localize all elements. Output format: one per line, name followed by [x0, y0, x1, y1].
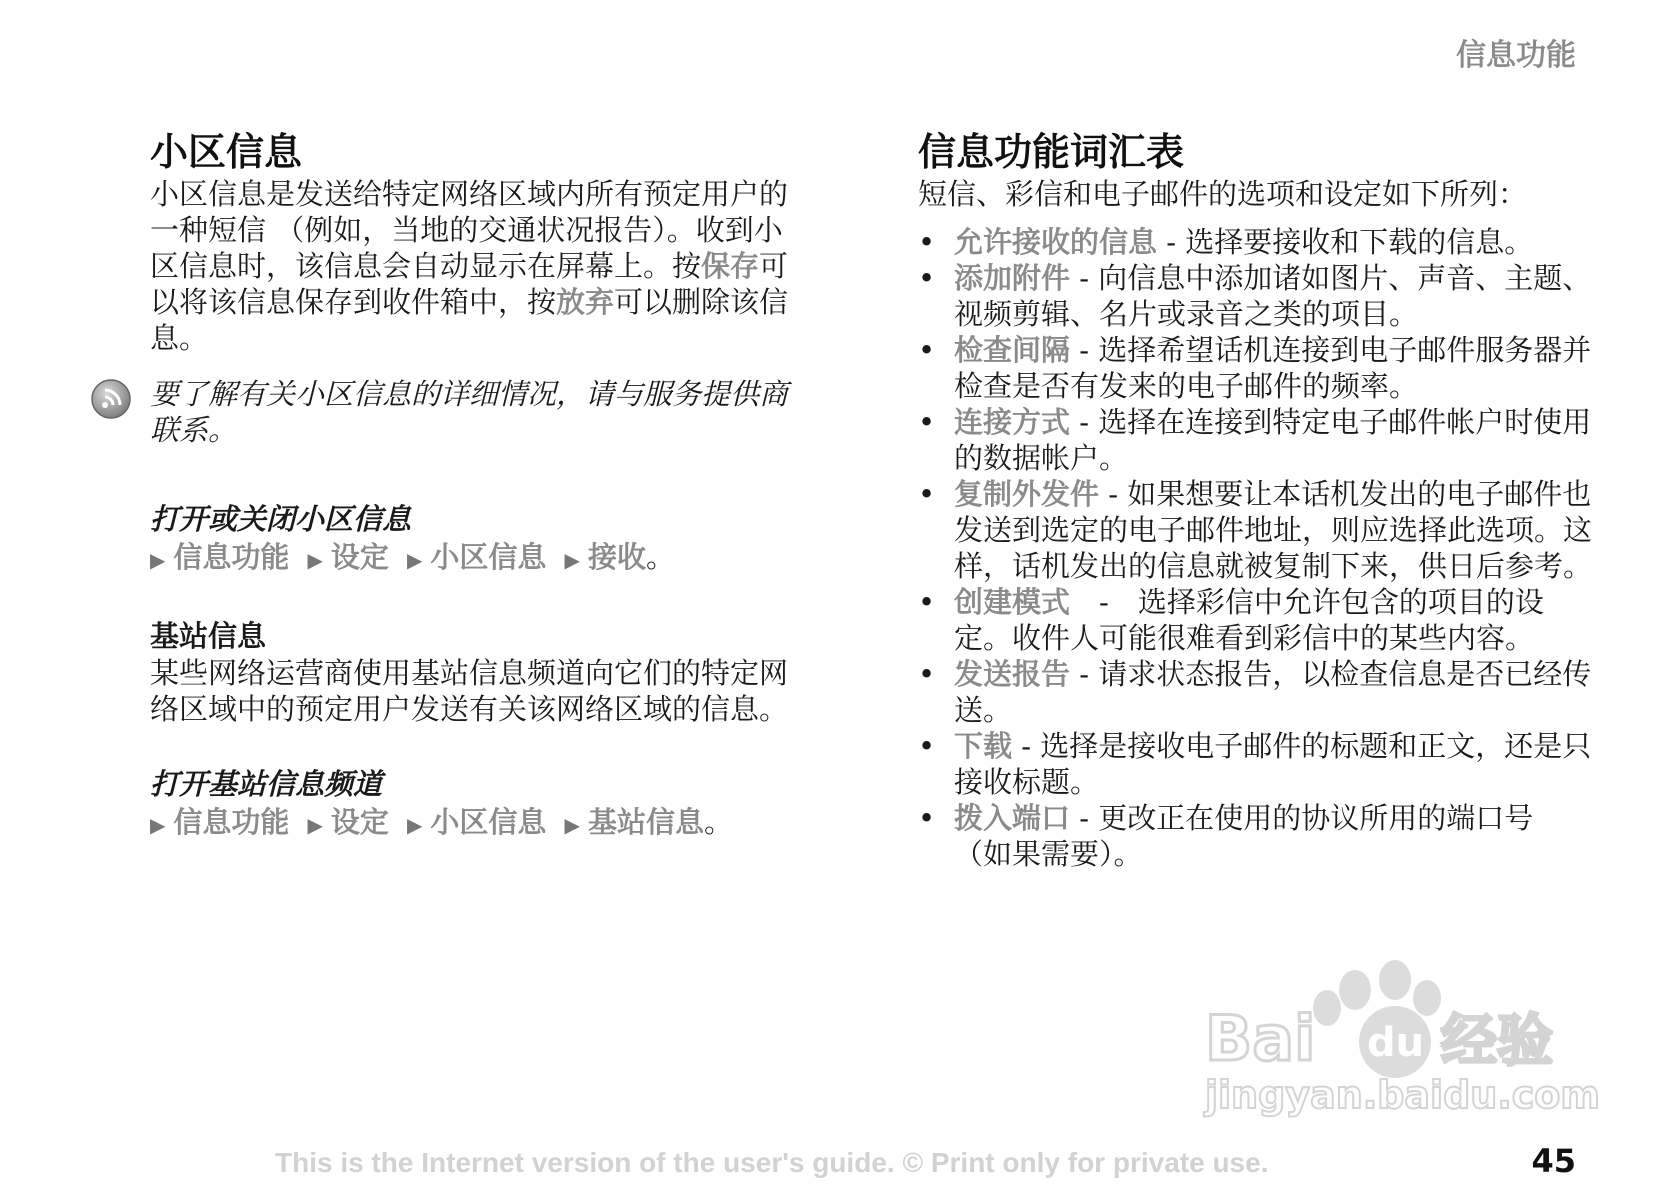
running-header: 信息功能 [1456, 38, 1576, 73]
bullet: • [918, 405, 936, 439]
note-block [150, 376, 800, 448]
note-text: 要了解有关小区信息的详细情况，请与服务提供商联系。 [150, 377, 789, 447]
glossary-term: 拨入端口 [954, 801, 1071, 835]
path-end: 。 [645, 540, 675, 574]
path-step: 信息功能 [173, 805, 290, 839]
bullet: • [918, 261, 936, 295]
bullet: • [918, 657, 936, 691]
right-triangle-icon: ▶ [564, 548, 580, 572]
section-heading-glossary: 信息功能词汇表 [918, 130, 1185, 174]
list-item [918, 476, 1598, 584]
path-step: 信息功能 [173, 540, 290, 574]
path-step: 基站信息 [587, 805, 704, 839]
bullet: • [918, 729, 936, 763]
list-item [918, 800, 1598, 872]
glossary-desc: - 选择是接收电子邮件的标题和正文，还是只接收标题。 [954, 729, 1592, 799]
page-number: 45 [1531, 1142, 1576, 1180]
path-end: 。 [703, 805, 733, 839]
glossary-desc: - 更改正在使用的协议所用的端口号 （如果需要）。 [954, 801, 1534, 871]
intro-text-1: 小区信息是发送给特定网络区域内所有预定用户的一种短信 （例如，当地的交通状况报告）。收到小区信息时，该信息会自动显示在屏幕上。按 [150, 177, 789, 283]
cell-info-paragraph [150, 176, 800, 356]
subsection-title-base-station: 基站信息 [150, 619, 267, 653]
path-step: 小区信息 [430, 805, 547, 839]
glossary-desc: - 选择彩信中允许包含的项目的设定。收件人可能很难看到彩信中的某些内容。 [954, 585, 1544, 655]
right-triangle-icon: ▶ [150, 548, 166, 572]
glossary-desc: - 选择要接收和下载的信息。 [1157, 225, 1534, 259]
section-heading-cell-info: 小区信息 [150, 130, 303, 174]
right-triangle-icon: ▶ [407, 813, 423, 837]
right-triangle-icon: ▶ [307, 548, 323, 572]
path-step: 设定 [330, 805, 389, 839]
menu-path-cell-info [150, 538, 800, 579]
subsection-title-open-base-station: 打开基站信息频道 [150, 767, 383, 801]
glossary-desc: - 请求状态报告，以检查信息是否已经传送。 [954, 657, 1592, 727]
svg-text:du: du [1367, 1020, 1425, 1066]
bullet: • [918, 585, 936, 619]
discard-keyword: 放弃 [556, 285, 615, 319]
path-step: 小区信息 [430, 540, 547, 574]
footer-disclaimer: This is the Internet version of the user's guide. © Print only for private use. [275, 1147, 1269, 1178]
glossary-desc: - 如果想要让本话机发出的电子邮件也发送到选定的电子邮件地址，则应选择此选项。这样，话机发出的信息就被复制下来，供日后参考。 [954, 477, 1593, 583]
right-triangle-icon: ▶ [150, 813, 166, 837]
glossary-term: 复制外发件 [954, 477, 1100, 511]
glossary-term: 允许接收的信息 [954, 225, 1158, 259]
glossary-term: 发送报告 [954, 657, 1071, 691]
right-triangle-icon: ▶ [407, 548, 423, 572]
glossary-term: 创建模式 [954, 585, 1071, 619]
save-keyword: 保存 [701, 249, 760, 283]
right-column [918, 128, 1598, 872]
right-triangle-icon: ▶ [307, 813, 323, 837]
svg-text:Bai: Bai [1205, 1002, 1316, 1075]
intro-text-3: 可以删除该信息。 [150, 285, 789, 355]
svg-text:jingyan.baidu.com: jingyan.baidu.com [1205, 1073, 1600, 1117]
bullet: • [918, 801, 936, 835]
list-item [918, 656, 1598, 728]
glossary-term: 添加附件 [954, 261, 1071, 295]
list-item [918, 584, 1598, 656]
right-triangle-icon: ▶ [564, 813, 580, 837]
left-column [150, 128, 800, 844]
subsection-title-toggle-cell-info: 打开或关闭小区信息 [150, 502, 412, 536]
glossary-desc: - 向信息中添加诸如图片、声音、主题、视频剪辑、名片或录音之类的项目。 [954, 261, 1592, 331]
base-station-paragraph: 某些网络运营商使用基站信息频道向它们的特定网络区域中的预定用户发送有关该网络区域的信息。 [150, 656, 789, 726]
glossary-term: 检查间隔 [954, 333, 1071, 367]
glossary-intro: 短信、彩信和电子邮件的选项和设定如下所列： [918, 177, 1528, 211]
bullet: • [918, 477, 936, 511]
path-step: 设定 [330, 540, 389, 574]
glossary-term: 下载 [954, 729, 1013, 763]
bullet: • [918, 333, 936, 367]
list-item [918, 224, 1598, 260]
svg-text:经验: 经验 [1441, 1009, 1553, 1074]
baidu-jingyan-watermark [1195, 950, 1615, 1120]
menu-path-base-station [150, 803, 800, 844]
list-item [918, 728, 1598, 800]
intro-text-2: 可以将该信息保存到收件箱中，按 [150, 249, 789, 319]
list-item [918, 332, 1598, 404]
speaker-icon [90, 378, 132, 420]
list-item [918, 260, 1598, 332]
glossary-desc: - 选择希望话机连接到电子邮件服务器并检查是否有发来的电子邮件的频率。 [954, 333, 1592, 403]
path-step: 接收 [587, 540, 646, 574]
glossary-list [918, 224, 1598, 872]
list-item [918, 404, 1598, 476]
glossary-term: 连接方式 [954, 405, 1071, 439]
glossary-desc: - 选择在连接到特定电子邮件帐户时使用的数据帐户。 [954, 405, 1592, 475]
bullet: • [918, 225, 936, 259]
